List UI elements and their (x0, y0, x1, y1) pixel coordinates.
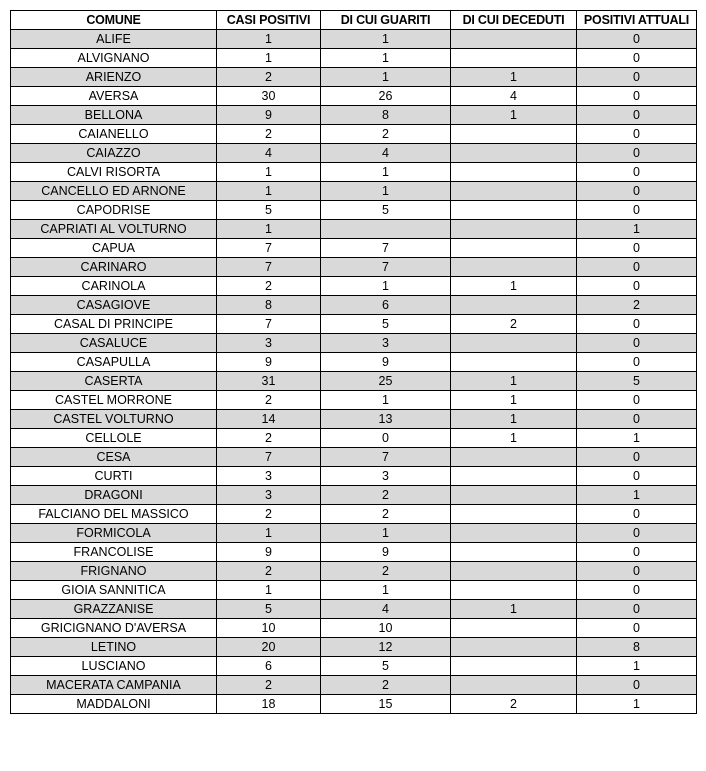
cell-casi-positivi: 3 (217, 334, 321, 353)
cell-deceduti: 1 (451, 277, 577, 296)
cell-positivi-attuali: 5 (577, 372, 697, 391)
table-row (11, 315, 697, 334)
cell-deceduti (451, 676, 577, 695)
cell-casi-positivi: 2 (217, 562, 321, 581)
table-row (11, 619, 697, 638)
cell-positivi-attuali: 0 (577, 182, 697, 201)
cell-guariti: 1 (321, 277, 451, 296)
table-body (11, 30, 697, 714)
table-row (11, 163, 697, 182)
cell-casi-positivi: 7 (217, 448, 321, 467)
cell-deceduti (451, 258, 577, 277)
table-row (11, 334, 697, 353)
cell-casi-positivi: 7 (217, 315, 321, 334)
cell-casi-positivi: 1 (217, 49, 321, 68)
cell-guariti: 2 (321, 505, 451, 524)
cell-positivi-attuali: 0 (577, 524, 697, 543)
cell-comune: CANCELLO ED ARNONE (11, 182, 217, 201)
cell-comune: ARIENZO (11, 68, 217, 87)
cell-deceduti (451, 334, 577, 353)
cell-positivi-attuali: 0 (577, 315, 697, 334)
cell-guariti: 7 (321, 258, 451, 277)
table-row (11, 524, 697, 543)
cell-comune: CAPRIATI AL VOLTURNO (11, 220, 217, 239)
table-row (11, 467, 697, 486)
cell-comune: FORMICOLA (11, 524, 217, 543)
cell-positivi-attuali: 0 (577, 391, 697, 410)
cell-positivi-attuali: 0 (577, 163, 697, 182)
table-row (11, 277, 697, 296)
cell-guariti: 6 (321, 296, 451, 315)
cell-guariti: 2 (321, 125, 451, 144)
table-row (11, 543, 697, 562)
table-row (11, 201, 697, 220)
cell-comune: CELLOLE (11, 429, 217, 448)
cell-casi-positivi: 1 (217, 581, 321, 600)
table-row (11, 353, 697, 372)
cell-deceduti (451, 467, 577, 486)
cell-casi-positivi: 1 (217, 524, 321, 543)
cell-casi-positivi: 1 (217, 163, 321, 182)
table-row (11, 87, 697, 106)
header-row (11, 11, 697, 30)
cell-guariti: 0 (321, 429, 451, 448)
cell-comune: CURTI (11, 467, 217, 486)
cell-positivi-attuali: 1 (577, 220, 697, 239)
cell-positivi-attuali: 0 (577, 581, 697, 600)
header-comune: COMUNE (11, 11, 217, 30)
cell-deceduti: 2 (451, 315, 577, 334)
cell-casi-positivi: 2 (217, 676, 321, 695)
header-casi-positivi: CASI POSITIVI (217, 11, 321, 30)
table-row (11, 448, 697, 467)
cell-casi-positivi: 2 (217, 391, 321, 410)
cell-comune: CASERTA (11, 372, 217, 391)
cell-positivi-attuali: 0 (577, 277, 697, 296)
header-positivi-attuali: POSITIVI ATTUALI (577, 11, 697, 30)
cell-casi-positivi: 4 (217, 144, 321, 163)
cell-positivi-attuali: 0 (577, 30, 697, 49)
cell-casi-positivi: 6 (217, 657, 321, 676)
cell-guariti: 7 (321, 448, 451, 467)
cell-positivi-attuali: 0 (577, 543, 697, 562)
cell-positivi-attuali: 0 (577, 600, 697, 619)
cell-casi-positivi: 5 (217, 201, 321, 220)
cell-deceduti (451, 524, 577, 543)
cell-positivi-attuali: 0 (577, 619, 697, 638)
table-row (11, 657, 697, 676)
table-row (11, 68, 697, 87)
cell-guariti (321, 220, 451, 239)
cell-casi-positivi: 30 (217, 87, 321, 106)
cell-guariti: 2 (321, 676, 451, 695)
cell-comune: CASTEL VOLTURNO (11, 410, 217, 429)
cell-deceduti (451, 581, 577, 600)
cell-deceduti (451, 505, 577, 524)
cell-guariti: 10 (321, 619, 451, 638)
cell-guariti: 12 (321, 638, 451, 657)
cell-deceduti (451, 638, 577, 657)
cell-positivi-attuali: 0 (577, 676, 697, 695)
cell-casi-positivi: 3 (217, 486, 321, 505)
cell-deceduti (451, 619, 577, 638)
cell-positivi-attuali: 0 (577, 467, 697, 486)
cell-guariti: 1 (321, 391, 451, 410)
cell-casi-positivi: 3 (217, 467, 321, 486)
cell-guariti: 9 (321, 353, 451, 372)
table-row (11, 49, 697, 68)
cell-deceduti (451, 657, 577, 676)
table-row (11, 410, 697, 429)
cell-positivi-attuali: 0 (577, 410, 697, 429)
cell-comune: ALVIGNANO (11, 49, 217, 68)
table-row (11, 429, 697, 448)
cell-deceduti (451, 562, 577, 581)
cell-deceduti: 1 (451, 410, 577, 429)
cell-guariti: 15 (321, 695, 451, 714)
cell-deceduti (451, 448, 577, 467)
cell-positivi-attuali: 0 (577, 201, 697, 220)
cell-casi-positivi: 2 (217, 505, 321, 524)
cell-casi-positivi: 7 (217, 239, 321, 258)
table-row (11, 505, 697, 524)
table-row (11, 372, 697, 391)
cell-deceduti (451, 49, 577, 68)
cell-casi-positivi: 5 (217, 600, 321, 619)
cell-deceduti (451, 144, 577, 163)
cell-guariti: 4 (321, 600, 451, 619)
cell-casi-positivi: 10 (217, 619, 321, 638)
cell-deceduti: 2 (451, 695, 577, 714)
cell-comune: CASTEL MORRONE (11, 391, 217, 410)
table-row (11, 676, 697, 695)
table-row (11, 638, 697, 657)
cell-guariti: 1 (321, 182, 451, 201)
cell-guariti: 26 (321, 87, 451, 106)
cell-casi-positivi: 20 (217, 638, 321, 657)
cell-guariti: 1 (321, 30, 451, 49)
table-row (11, 258, 697, 277)
cell-comune: GIOIA SANNITICA (11, 581, 217, 600)
table-row (11, 125, 697, 144)
cell-comune: CALVI RISORTA (11, 163, 217, 182)
cell-casi-positivi: 8 (217, 296, 321, 315)
cell-casi-positivi: 2 (217, 277, 321, 296)
cell-positivi-attuali: 2 (577, 296, 697, 315)
cell-guariti: 1 (321, 68, 451, 87)
cell-positivi-attuali: 0 (577, 562, 697, 581)
cell-deceduti (451, 30, 577, 49)
cell-casi-positivi: 2 (217, 429, 321, 448)
cell-guariti: 5 (321, 657, 451, 676)
cell-comune: CASAPULLA (11, 353, 217, 372)
cell-comune: BELLONA (11, 106, 217, 125)
cell-positivi-attuali: 0 (577, 448, 697, 467)
cell-guariti: 1 (321, 524, 451, 543)
cell-deceduti: 1 (451, 372, 577, 391)
cell-guariti: 9 (321, 543, 451, 562)
cell-deceduti (451, 296, 577, 315)
table-row (11, 562, 697, 581)
cell-guariti: 1 (321, 581, 451, 600)
cell-guariti: 2 (321, 486, 451, 505)
cell-comune: CASAGIOVE (11, 296, 217, 315)
cell-deceduti: 1 (451, 391, 577, 410)
cell-positivi-attuali: 1 (577, 429, 697, 448)
cell-guariti: 1 (321, 163, 451, 182)
cell-casi-positivi: 1 (217, 182, 321, 201)
cell-casi-positivi: 1 (217, 30, 321, 49)
cell-deceduti (451, 353, 577, 372)
cell-positivi-attuali: 0 (577, 125, 697, 144)
cell-casi-positivi: 14 (217, 410, 321, 429)
cell-deceduti (451, 125, 577, 144)
cell-casi-positivi: 31 (217, 372, 321, 391)
table-row (11, 391, 697, 410)
cell-comune: MACERATA CAMPANIA (11, 676, 217, 695)
cell-comune: CASALUCE (11, 334, 217, 353)
table-row (11, 600, 697, 619)
cell-comune: LETINO (11, 638, 217, 657)
cell-comune: GRAZZANISE (11, 600, 217, 619)
cell-guariti: 3 (321, 334, 451, 353)
cell-guariti: 25 (321, 372, 451, 391)
cell-casi-positivi: 9 (217, 353, 321, 372)
cell-deceduti: 1 (451, 600, 577, 619)
cell-guariti: 7 (321, 239, 451, 258)
cell-positivi-attuali: 0 (577, 258, 697, 277)
table-row (11, 239, 697, 258)
cell-comune: CAPUA (11, 239, 217, 258)
cell-guariti: 4 (321, 144, 451, 163)
table-row (11, 695, 697, 714)
cell-guariti: 5 (321, 201, 451, 220)
cell-guariti: 3 (321, 467, 451, 486)
cell-comune: CARINARO (11, 258, 217, 277)
cell-comune: FRANCOLISE (11, 543, 217, 562)
cell-deceduti (451, 543, 577, 562)
cell-casi-positivi: 9 (217, 543, 321, 562)
cell-guariti: 13 (321, 410, 451, 429)
cell-positivi-attuali: 0 (577, 87, 697, 106)
cell-deceduti: 1 (451, 68, 577, 87)
cell-deceduti (451, 220, 577, 239)
cell-casi-positivi: 2 (217, 68, 321, 87)
cell-guariti: 8 (321, 106, 451, 125)
cell-comune: MADDALONI (11, 695, 217, 714)
cell-comune: LUSCIANO (11, 657, 217, 676)
cell-casi-positivi: 2 (217, 125, 321, 144)
cell-comune: CAIAZZO (11, 144, 217, 163)
cell-comune: CARINOLA (11, 277, 217, 296)
cell-comune: CAIANELLO (11, 125, 217, 144)
cell-positivi-attuali: 0 (577, 68, 697, 87)
table-row (11, 486, 697, 505)
cell-comune: CASAL DI PRINCIPE (11, 315, 217, 334)
cell-casi-positivi: 7 (217, 258, 321, 277)
cell-comune: CAPODRISE (11, 201, 217, 220)
cell-comune: CESA (11, 448, 217, 467)
covid-cases-table (10, 10, 697, 714)
cell-deceduti (451, 486, 577, 505)
table-row (11, 296, 697, 315)
table-row (11, 220, 697, 239)
cell-deceduti (451, 239, 577, 258)
table-row (11, 106, 697, 125)
cell-deceduti (451, 201, 577, 220)
cell-deceduti: 1 (451, 429, 577, 448)
cell-comune: DRAGONI (11, 486, 217, 505)
cell-comune: FALCIANO DEL MASSICO (11, 505, 217, 524)
cell-comune: ALIFE (11, 30, 217, 49)
cell-positivi-attuali: 0 (577, 239, 697, 258)
cell-deceduti (451, 182, 577, 201)
cell-deceduti: 1 (451, 106, 577, 125)
table-row (11, 182, 697, 201)
cell-comune: GRICIGNANO D'AVERSA (11, 619, 217, 638)
table-row (11, 30, 697, 49)
cell-positivi-attuali: 1 (577, 657, 697, 676)
cell-positivi-attuali: 1 (577, 486, 697, 505)
cell-guariti: 2 (321, 562, 451, 581)
table-row (11, 144, 697, 163)
cell-positivi-attuali: 0 (577, 106, 697, 125)
cell-deceduti (451, 163, 577, 182)
cell-comune: AVERSA (11, 87, 217, 106)
cell-casi-positivi: 18 (217, 695, 321, 714)
cell-positivi-attuali: 1 (577, 695, 697, 714)
cell-positivi-attuali: 0 (577, 505, 697, 524)
cell-casi-positivi: 9 (217, 106, 321, 125)
cell-comune: FRIGNANO (11, 562, 217, 581)
cell-guariti: 5 (321, 315, 451, 334)
cell-positivi-attuali: 8 (577, 638, 697, 657)
cell-casi-positivi: 1 (217, 220, 321, 239)
cell-positivi-attuali: 0 (577, 334, 697, 353)
cell-positivi-attuali: 0 (577, 49, 697, 68)
cell-positivi-attuali: 0 (577, 144, 697, 163)
header-deceduti: DI CUI DECEDUTI (451, 11, 577, 30)
header-guariti: DI CUI GUARITI (321, 11, 451, 30)
covid-cases-sheet (10, 10, 696, 714)
cell-positivi-attuali: 0 (577, 353, 697, 372)
cell-guariti: 1 (321, 49, 451, 68)
cell-deceduti: 4 (451, 87, 577, 106)
table-row (11, 581, 697, 600)
